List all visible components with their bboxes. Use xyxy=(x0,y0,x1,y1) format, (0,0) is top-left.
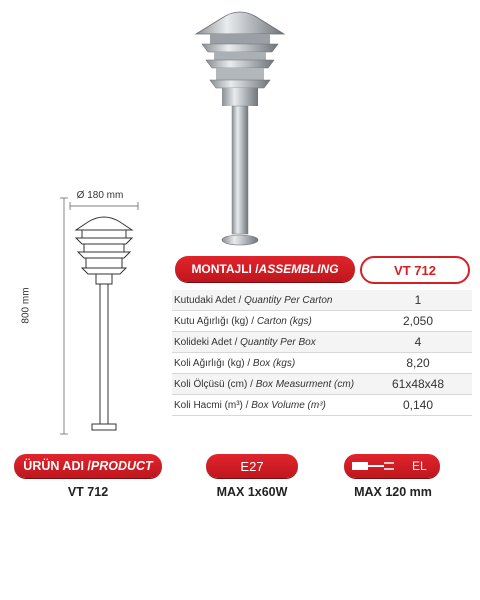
spec-row xyxy=(172,353,472,374)
spec-value: 1 xyxy=(414,293,422,307)
spec-row xyxy=(172,290,472,311)
product-code: VT 712 xyxy=(394,262,436,278)
spec-row xyxy=(172,332,472,353)
power-value: MAX 1x60W xyxy=(216,485,288,499)
spec-label: Kutu Ağırlığı (kg) / Carton (kgs) xyxy=(174,315,312,327)
cable-icon xyxy=(344,454,404,478)
product-label-tr: ÜRÜN ADI / xyxy=(23,459,91,473)
product-name-value: VT 712 xyxy=(67,485,109,499)
product-label-en: PRODUCT xyxy=(90,459,153,473)
spec-row xyxy=(172,395,472,416)
spec-row xyxy=(172,374,472,395)
socket-type: E27 xyxy=(240,458,264,474)
spec-value: 0,140 xyxy=(402,398,434,412)
assembling-badge xyxy=(175,256,355,282)
height-dimension: 800 mm xyxy=(20,287,32,324)
spec-label: Koli Hacmi (m³) / Box Volume (m³) xyxy=(174,399,326,411)
assembling-label-en: ASSEMBLING xyxy=(258,262,339,276)
technical-drawing xyxy=(22,188,152,436)
product-photo xyxy=(180,8,300,260)
spec-row xyxy=(172,311,472,332)
product-code-badge xyxy=(360,256,470,284)
cable-badge xyxy=(344,454,440,478)
diameter-dimension: Ø 180 mm xyxy=(76,190,124,201)
spec-value: 61x48x48 xyxy=(391,377,445,391)
socket-badge xyxy=(206,454,298,478)
spec-label: Kutudaki Adet / Quantity Per Carton xyxy=(174,294,333,306)
assembling-label-tr: MONTAJLI / xyxy=(191,262,259,276)
spec-table xyxy=(172,290,472,416)
product-name-badge xyxy=(14,454,162,478)
spec-value: 4 xyxy=(414,335,422,349)
spec-value: 8,20 xyxy=(406,356,430,370)
spec-label: Koli Ağırlığı (kg) / Box (kgs) xyxy=(174,357,296,369)
cable-length-value: MAX 120 mm xyxy=(354,485,432,499)
spec-label: Kolideki Adet / Quantity Per Box xyxy=(174,336,316,348)
spec-label: Koli Ölçüsü (cm) / Box Measurment (cm) xyxy=(174,378,355,390)
cable-label: EL xyxy=(412,459,427,473)
spec-value: 2,050 xyxy=(402,314,434,328)
